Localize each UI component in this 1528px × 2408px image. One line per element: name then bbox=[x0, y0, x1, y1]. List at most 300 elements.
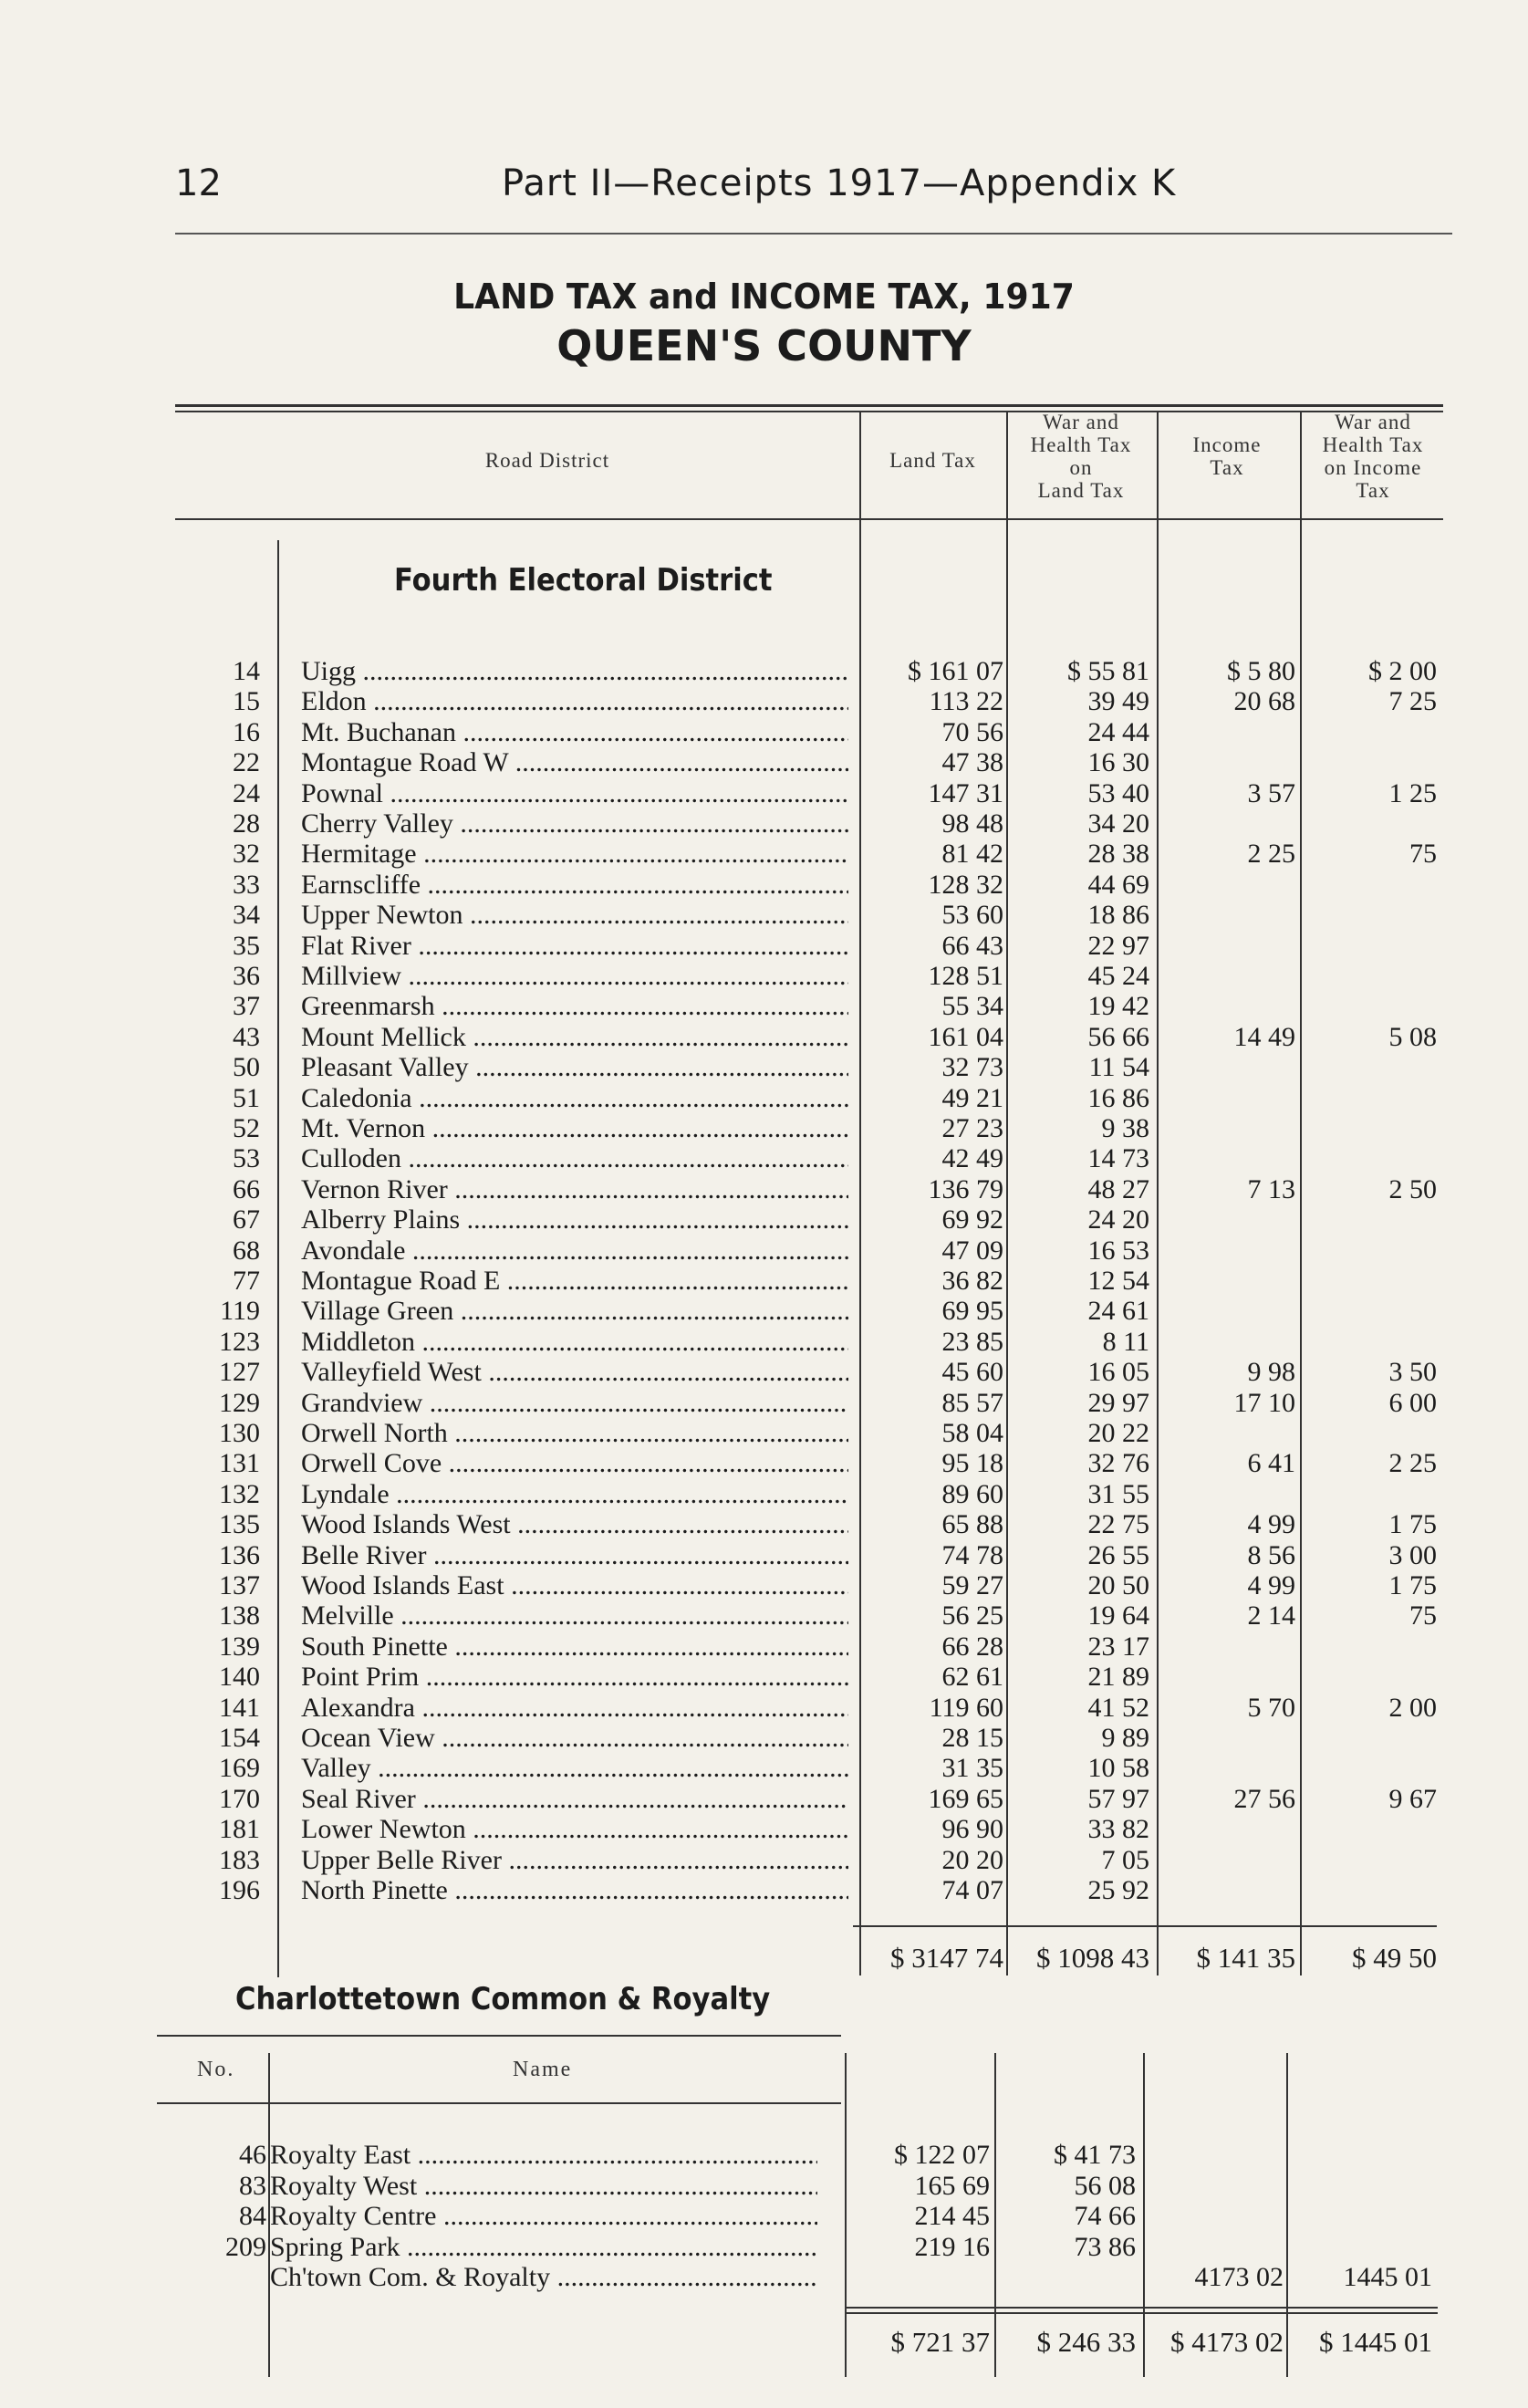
district-name: Belle River ..... bbox=[301, 1540, 848, 1571]
table-row bbox=[0, 991, 1528, 1022]
district-number: 196 bbox=[219, 1875, 260, 1905]
ch-header-top-rule bbox=[157, 2035, 841, 2037]
land-tax: 66 43 bbox=[941, 930, 1003, 961]
district-name: Upper Newton ..... bbox=[301, 900, 848, 931]
war-health-land-tax: 44 69 bbox=[1087, 869, 1149, 900]
war-health-land-tax: 74 66 bbox=[1074, 2201, 1136, 2231]
land-tax: 128 32 bbox=[928, 869, 1003, 900]
table-row bbox=[0, 900, 1528, 931]
table-row bbox=[0, 1509, 1528, 1540]
war-health-land-tax: 32 76 bbox=[1087, 1448, 1149, 1479]
table-row bbox=[0, 1600, 1528, 1631]
section-title-charlottetown: Charlottetown Common & Royalty bbox=[235, 1981, 771, 2017]
table-row bbox=[0, 778, 1528, 809]
war-health-land-tax: 24 20 bbox=[1087, 1204, 1149, 1235]
war-health-land-tax: 73 86 bbox=[1074, 2231, 1136, 2262]
table-row bbox=[0, 1662, 1528, 1693]
land-tax: 85 57 bbox=[941, 1387, 1003, 1418]
district-number: 130 bbox=[219, 1418, 260, 1448]
land-tax: $ 122 07 bbox=[894, 2140, 990, 2170]
district-name: Lower Newton ..... bbox=[301, 1814, 848, 1845]
col-war-health-land bbox=[1008, 411, 1154, 502]
table-row bbox=[0, 1204, 1528, 1235]
income-tax: $ 5 80 bbox=[1227, 656, 1295, 686]
land-tax: 147 31 bbox=[928, 777, 1003, 808]
war-health-land-tax: 39 49 bbox=[1087, 686, 1149, 717]
table-row bbox=[0, 2140, 1528, 2171]
war-health-land-tax: 12 54 bbox=[1087, 1266, 1149, 1296]
land-tax: 219 16 bbox=[914, 2231, 990, 2262]
war-health-land-tax: 26 55 bbox=[1087, 1539, 1149, 1570]
district-name: Middleton ..... bbox=[301, 1327, 848, 1358]
district-number: 132 bbox=[219, 1478, 260, 1509]
income-tax: 2 14 bbox=[1247, 1600, 1295, 1631]
land-tax: 214 45 bbox=[914, 2201, 990, 2231]
table-row bbox=[0, 2171, 1528, 2202]
table-row bbox=[0, 747, 1528, 778]
war-health-income-tax: 2 50 bbox=[1388, 1173, 1437, 1204]
table-row bbox=[0, 1296, 1528, 1327]
income-tax: 17 10 bbox=[1233, 1387, 1295, 1418]
ch-total-war-income: $ 1445 01 bbox=[1319, 2326, 1432, 2358]
war-health-income-tax: 7 25 bbox=[1388, 686, 1437, 717]
war-health-land-tax: 19 42 bbox=[1087, 991, 1149, 1022]
table-row bbox=[0, 1174, 1528, 1205]
income-tax: 4 99 bbox=[1247, 1509, 1295, 1540]
ch-col-name: Name bbox=[513, 2058, 573, 2081]
income-tax: 20 68 bbox=[1233, 686, 1295, 717]
war-health-land-tax: 16 30 bbox=[1087, 747, 1149, 778]
table-row bbox=[0, 839, 1528, 870]
district-number: 24 bbox=[233, 777, 260, 808]
district-name: Grandview ..... bbox=[301, 1388, 848, 1419]
district-name: Montague Road E ..... bbox=[301, 1266, 848, 1297]
ch-totals-row bbox=[0, 2326, 1528, 2359]
war-health-land-tax: 10 58 bbox=[1087, 1753, 1149, 1784]
total-war-income: $ 49 50 bbox=[1352, 1942, 1437, 1974]
land-tax: 69 92 bbox=[941, 1204, 1003, 1235]
district-name: Flat River ..... bbox=[301, 931, 848, 962]
district-name: Ocean View ..... bbox=[301, 1723, 848, 1754]
land-tax: 169 65 bbox=[928, 1783, 1003, 1814]
war-health-income-tax: 9 67 bbox=[1388, 1783, 1437, 1814]
col-war-health-income-l4: Tax bbox=[1356, 479, 1390, 502]
district-number: 131 bbox=[219, 1448, 260, 1479]
table-row bbox=[0, 2262, 1528, 2293]
table-row bbox=[0, 1327, 1528, 1358]
war-health-income-tax: 75 bbox=[1409, 1600, 1437, 1631]
war-health-land-tax: 16 86 bbox=[1087, 1082, 1149, 1113]
land-tax: 161 04 bbox=[928, 1021, 1003, 1052]
war-health-land-tax: 16 05 bbox=[1087, 1357, 1149, 1388]
land-tax: 56 25 bbox=[941, 1600, 1003, 1631]
land-tax: 31 35 bbox=[941, 1753, 1003, 1784]
war-health-income-tax: 1 75 bbox=[1388, 1509, 1437, 1540]
land-tax: 59 27 bbox=[941, 1570, 1003, 1600]
district-number: 67 bbox=[233, 1204, 260, 1235]
income-tax: 6 41 bbox=[1247, 1448, 1295, 1479]
col-war-health-income-l3: on Income bbox=[1324, 456, 1422, 479]
table-row bbox=[0, 931, 1528, 962]
war-health-land-tax: 34 20 bbox=[1087, 808, 1149, 839]
district-name: Spring Park ..... bbox=[270, 2232, 817, 2263]
header-bottom-rule bbox=[175, 518, 1443, 520]
district-number: 22 bbox=[233, 747, 260, 778]
war-health-land-tax: 24 61 bbox=[1087, 1296, 1149, 1327]
district-number: 169 bbox=[219, 1753, 260, 1784]
war-health-income-tax: 75 bbox=[1409, 839, 1437, 870]
district-number: 28 bbox=[233, 808, 260, 839]
war-health-land-tax: 33 82 bbox=[1087, 1814, 1149, 1845]
district-number: 37 bbox=[233, 991, 260, 1022]
district-number: 68 bbox=[233, 1235, 260, 1266]
table-row bbox=[0, 1479, 1528, 1510]
district-name: Hermitage ..... bbox=[301, 839, 848, 870]
col-income-tax bbox=[1159, 433, 1295, 479]
district-number: 83 bbox=[239, 2170, 266, 2201]
table-row bbox=[0, 1631, 1528, 1663]
document-title: LAND TAX and INCOME TAX, 1917 bbox=[453, 276, 1075, 317]
fourth-totals-rule bbox=[853, 1925, 1437, 1927]
land-tax: 98 48 bbox=[941, 808, 1003, 839]
district-name: Wood Islands West ..... bbox=[301, 1509, 848, 1540]
income-tax: 4 99 bbox=[1247, 1570, 1295, 1600]
income-tax: 3 57 bbox=[1247, 777, 1295, 808]
war-health-income-tax: 1 75 bbox=[1388, 1570, 1437, 1600]
col-war-health-land-l4: Land Tax bbox=[1037, 479, 1125, 502]
table-row bbox=[0, 1540, 1528, 1571]
district-name: Orwell North ..... bbox=[301, 1418, 848, 1449]
district-name: Pownal ..... bbox=[301, 778, 848, 809]
district-name: Caledonia ..... bbox=[301, 1083, 848, 1114]
table-row bbox=[0, 1814, 1528, 1845]
land-tax: 95 18 bbox=[941, 1448, 1003, 1479]
war-health-income-tax: 2 25 bbox=[1388, 1448, 1437, 1479]
district-name: Eldon ..... bbox=[301, 686, 848, 717]
district-name: Vernon River ..... bbox=[301, 1174, 848, 1205]
district-name: South Pinette ..... bbox=[301, 1631, 848, 1663]
ch-total-war-land: $ 246 33 bbox=[1036, 2326, 1136, 2358]
table-row bbox=[0, 1784, 1528, 1815]
district-name: Wood Islands East ..... bbox=[301, 1570, 848, 1601]
district-number: 123 bbox=[219, 1326, 260, 1357]
war-health-income-tax: 3 00 bbox=[1388, 1539, 1437, 1570]
table-row bbox=[0, 1235, 1528, 1267]
table-row bbox=[0, 1113, 1528, 1144]
district-name: Uigg ..... bbox=[301, 656, 848, 687]
district-number: 66 bbox=[233, 1173, 260, 1204]
land-tax: $ 161 07 bbox=[908, 656, 1003, 686]
war-health-land-tax: 56 66 bbox=[1087, 1021, 1149, 1052]
war-health-land-tax: 56 08 bbox=[1074, 2170, 1136, 2201]
district-name: Millview ..... bbox=[301, 961, 848, 992]
war-health-land-tax: 24 44 bbox=[1087, 716, 1149, 747]
fourth-totals-row bbox=[0, 1942, 1528, 1975]
total-war-land: $ 1098 43 bbox=[1036, 1942, 1149, 1974]
land-tax: 89 60 bbox=[941, 1478, 1003, 1509]
war-health-land-tax: 19 64 bbox=[1087, 1600, 1149, 1631]
war-health-land-tax: 23 17 bbox=[1087, 1631, 1149, 1662]
table-top-rule bbox=[175, 404, 1443, 407]
war-health-income-tax: 1445 01 bbox=[1343, 2262, 1432, 2292]
land-tax: 70 56 bbox=[941, 716, 1003, 747]
table-row bbox=[0, 1052, 1528, 1083]
table-row bbox=[0, 1448, 1528, 1479]
district-name: North Pinette ..... bbox=[301, 1875, 848, 1906]
war-health-land-tax: 29 97 bbox=[1087, 1387, 1149, 1418]
district-name: Valley ..... bbox=[301, 1753, 848, 1784]
land-tax: 69 95 bbox=[941, 1296, 1003, 1327]
war-health-land-tax: 20 50 bbox=[1087, 1570, 1149, 1600]
table-row bbox=[0, 1357, 1528, 1388]
col-war-health-land-l1: War and bbox=[1043, 411, 1119, 433]
col-war-health-land-l3: on bbox=[1069, 456, 1093, 479]
table-row bbox=[0, 870, 1528, 901]
district-number: 140 bbox=[219, 1662, 260, 1693]
col-war-health-income-l2: Health Tax bbox=[1322, 433, 1424, 456]
district-name: Lyndale ..... bbox=[301, 1479, 848, 1510]
ch-total-land-tax: $ 721 37 bbox=[890, 2326, 990, 2358]
war-health-land-tax: 14 73 bbox=[1087, 1143, 1149, 1174]
district-name: Earnscliffe ..... bbox=[301, 870, 848, 901]
document-subtitle: QUEEN'S COUNTY bbox=[556, 321, 972, 370]
land-tax: 36 82 bbox=[941, 1266, 1003, 1296]
district-name: Pleasant Valley ..... bbox=[301, 1052, 848, 1083]
district-number: 137 bbox=[219, 1570, 260, 1600]
land-tax: 74 07 bbox=[941, 1875, 1003, 1905]
land-tax: 74 78 bbox=[941, 1539, 1003, 1570]
land-tax: 62 61 bbox=[941, 1662, 1003, 1693]
district-number: 138 bbox=[219, 1600, 260, 1631]
table-row bbox=[0, 808, 1528, 839]
war-health-income-tax: 2 00 bbox=[1388, 1692, 1437, 1723]
table-row bbox=[0, 2232, 1528, 2263]
income-tax: 7 13 bbox=[1247, 1173, 1295, 1204]
table-row bbox=[0, 1723, 1528, 1754]
district-number: 119 bbox=[220, 1296, 260, 1327]
table-row bbox=[0, 1418, 1528, 1449]
land-tax: 23 85 bbox=[941, 1326, 1003, 1357]
table-row bbox=[0, 1022, 1528, 1053]
table-row bbox=[0, 1083, 1528, 1114]
district-number: 52 bbox=[233, 1113, 260, 1143]
land-tax: 53 60 bbox=[941, 900, 1003, 931]
col-war-health-income-l1: War and bbox=[1335, 411, 1411, 433]
district-number: 77 bbox=[233, 1266, 260, 1296]
district-name: Alberry Plains ..... bbox=[301, 1204, 848, 1235]
land-tax: 136 79 bbox=[928, 1173, 1003, 1204]
header-rule bbox=[175, 233, 1452, 235]
table-row bbox=[0, 1753, 1528, 1784]
land-tax: 81 42 bbox=[941, 839, 1003, 870]
income-tax: 27 56 bbox=[1233, 1783, 1295, 1814]
land-tax: 165 69 bbox=[914, 2170, 990, 2201]
land-tax: 58 04 bbox=[941, 1418, 1003, 1448]
income-tax: 5 70 bbox=[1247, 1692, 1295, 1723]
land-tax: 47 38 bbox=[941, 747, 1003, 778]
table-row bbox=[0, 1875, 1528, 1906]
col-income-tax-l1: Income bbox=[1192, 433, 1262, 456]
war-health-land-tax: 21 89 bbox=[1087, 1662, 1149, 1693]
income-tax: 14 49 bbox=[1233, 1021, 1295, 1052]
district-name: Royalty East ..... bbox=[270, 2140, 817, 2171]
district-name: Culloden ..... bbox=[301, 1143, 848, 1174]
land-tax: 20 20 bbox=[941, 1844, 1003, 1875]
district-name: Greenmarsh ..... bbox=[301, 991, 848, 1022]
war-health-land-tax: 22 97 bbox=[1087, 930, 1149, 961]
land-tax: 42 49 bbox=[941, 1143, 1003, 1174]
war-health-land-tax: 18 86 bbox=[1087, 900, 1149, 931]
col-income-tax-l2: Tax bbox=[1210, 456, 1244, 479]
land-tax: 49 21 bbox=[941, 1082, 1003, 1113]
col-road-district: Road District bbox=[484, 449, 610, 472]
war-health-income-tax: $ 2 00 bbox=[1368, 656, 1437, 686]
district-number: 32 bbox=[233, 839, 260, 870]
land-tax: 47 09 bbox=[941, 1235, 1003, 1266]
district-number: 136 bbox=[219, 1539, 260, 1570]
district-name: Avondale ..... bbox=[301, 1235, 848, 1267]
table-row bbox=[0, 2201, 1528, 2232]
district-number: 36 bbox=[233, 961, 260, 991]
war-health-land-tax: 7 05 bbox=[1101, 1844, 1149, 1875]
district-number: 50 bbox=[233, 1052, 260, 1083]
col-war-health-income bbox=[1300, 411, 1446, 502]
district-number: 15 bbox=[233, 686, 260, 717]
war-health-land-tax: 57 97 bbox=[1087, 1783, 1149, 1814]
land-tax: 96 90 bbox=[941, 1814, 1003, 1845]
district-number: 209 bbox=[225, 2231, 266, 2262]
total-income-tax: $ 141 35 bbox=[1196, 1942, 1295, 1974]
district-name: Village Green ..... bbox=[301, 1296, 848, 1327]
district-number: 129 bbox=[219, 1387, 260, 1418]
district-name: Cherry Valley ..... bbox=[301, 808, 848, 839]
district-name: Melville ..... bbox=[301, 1600, 848, 1631]
district-number: 34 bbox=[233, 900, 260, 931]
district-name: Montague Road W ..... bbox=[301, 747, 848, 778]
war-health-land-tax: $ 55 81 bbox=[1067, 656, 1149, 686]
land-tax: 28 15 bbox=[941, 1723, 1003, 1753]
war-health-land-tax: 20 22 bbox=[1087, 1418, 1149, 1448]
district-name: Mt. Buchanan ..... bbox=[301, 717, 848, 748]
district-number: 141 bbox=[219, 1692, 260, 1723]
table-row bbox=[0, 1845, 1528, 1876]
table-row bbox=[0, 1266, 1528, 1297]
war-health-income-tax: 6 00 bbox=[1388, 1387, 1437, 1418]
district-number: 16 bbox=[233, 716, 260, 747]
land-tax: 113 22 bbox=[929, 686, 1003, 717]
table-row bbox=[0, 961, 1528, 992]
table-row bbox=[0, 656, 1528, 687]
ch-header-bottom-rule bbox=[157, 2102, 841, 2104]
district-number: 35 bbox=[233, 930, 260, 961]
table-row bbox=[0, 717, 1528, 748]
war-health-land-tax: 8 11 bbox=[1102, 1326, 1149, 1357]
war-health-land-tax: 9 89 bbox=[1101, 1723, 1149, 1753]
ch-col-no: No. bbox=[197, 2058, 235, 2081]
war-health-land-tax: 53 40 bbox=[1087, 777, 1149, 808]
income-tax: 8 56 bbox=[1247, 1539, 1295, 1570]
table-top-rule-2 bbox=[175, 411, 1443, 412]
war-health-land-tax: $ 41 73 bbox=[1054, 2140, 1136, 2170]
income-tax: 2 25 bbox=[1247, 839, 1295, 870]
district-name: Orwell Cove ..... bbox=[301, 1448, 848, 1479]
war-health-land-tax: 11 54 bbox=[1088, 1052, 1149, 1083]
district-number: 139 bbox=[219, 1631, 260, 1662]
table-row bbox=[0, 1388, 1528, 1419]
district-name: Mount Mellick ..... bbox=[301, 1022, 848, 1053]
col-land-tax: Land Tax bbox=[889, 449, 976, 472]
war-health-land-tax: 48 27 bbox=[1087, 1173, 1149, 1204]
table-row bbox=[0, 1570, 1528, 1601]
war-health-income-tax: 5 08 bbox=[1388, 1021, 1437, 1052]
district-number: 135 bbox=[219, 1509, 260, 1540]
district-name: Seal River ..... bbox=[301, 1784, 848, 1815]
district-number: 181 bbox=[219, 1814, 260, 1845]
land-tax: 65 88 bbox=[941, 1509, 1003, 1540]
district-name: Mt. Vernon ..... bbox=[301, 1113, 848, 1144]
war-health-income-tax: 3 50 bbox=[1388, 1357, 1437, 1388]
ch-total-income-tax: $ 4173 02 bbox=[1170, 2326, 1284, 2358]
district-name: Alexandra ..... bbox=[301, 1693, 848, 1724]
district-name: Royalty West ..... bbox=[270, 2171, 817, 2202]
district-number: 127 bbox=[219, 1357, 260, 1388]
district-number: 170 bbox=[219, 1783, 260, 1814]
total-land-tax: $ 3147 74 bbox=[890, 1942, 1003, 1974]
district-number: 183 bbox=[219, 1844, 260, 1875]
district-number: 46 bbox=[239, 2140, 266, 2170]
war-health-income-tax: 1 25 bbox=[1388, 777, 1437, 808]
district-number: 154 bbox=[219, 1723, 260, 1753]
land-tax: 66 28 bbox=[941, 1631, 1003, 1662]
table-row bbox=[0, 686, 1528, 717]
page-number: 12 bbox=[175, 162, 222, 204]
war-health-land-tax: 41 52 bbox=[1087, 1692, 1149, 1723]
war-health-land-tax: 16 53 bbox=[1087, 1235, 1149, 1266]
section-title-fourth: Fourth Electoral District bbox=[394, 562, 773, 599]
war-health-land-tax: 9 38 bbox=[1101, 1113, 1149, 1143]
col-war-health-land-l2: Health Tax bbox=[1030, 433, 1132, 456]
district-name: Point Prim ..... bbox=[301, 1662, 848, 1693]
land-tax: 32 73 bbox=[941, 1052, 1003, 1083]
war-health-land-tax: 45 24 bbox=[1087, 961, 1149, 991]
land-tax: 128 51 bbox=[928, 961, 1003, 991]
district-number: 51 bbox=[233, 1082, 260, 1113]
district-name: Valleyfield West ..... bbox=[301, 1357, 848, 1388]
district-name: Royalty Centre ..... bbox=[270, 2201, 817, 2232]
district-number: 43 bbox=[233, 1021, 260, 1052]
table-row bbox=[0, 1143, 1528, 1174]
table-row bbox=[0, 1693, 1528, 1724]
income-tax: 4173 02 bbox=[1194, 2262, 1284, 2292]
land-tax: 45 60 bbox=[941, 1357, 1003, 1388]
district-name: Ch'town Com. & Royalty ..... bbox=[270, 2262, 817, 2293]
war-health-land-tax: 22 75 bbox=[1087, 1509, 1149, 1540]
land-tax: 119 60 bbox=[929, 1692, 1003, 1723]
district-number: 84 bbox=[239, 2201, 266, 2231]
district-name: Upper Belle River ..... bbox=[301, 1845, 848, 1876]
war-health-land-tax: 31 55 bbox=[1087, 1478, 1149, 1509]
land-tax: 55 34 bbox=[941, 991, 1003, 1022]
district-number: 33 bbox=[233, 869, 260, 900]
war-health-land-tax: 25 92 bbox=[1087, 1875, 1149, 1905]
ch-totals-rule bbox=[845, 2307, 1438, 2309]
district-number: 53 bbox=[233, 1143, 260, 1174]
ch-totals-rule-2 bbox=[845, 2312, 1438, 2314]
district-number: 14 bbox=[233, 656, 260, 686]
running-head: Part II—Receipts 1917—Appendix K bbox=[502, 162, 1177, 204]
war-health-land-tax: 28 38 bbox=[1087, 839, 1149, 870]
income-tax: 9 98 bbox=[1247, 1357, 1295, 1388]
